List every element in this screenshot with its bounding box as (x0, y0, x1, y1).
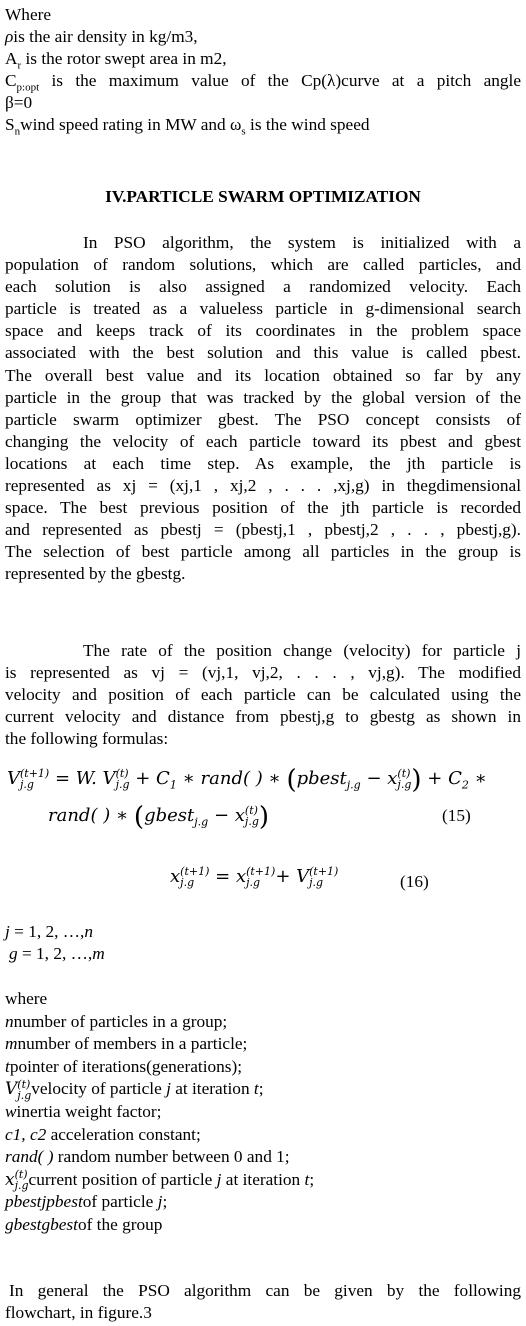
text-line: locations at each time step. As example, the jth particle is (5, 453, 521, 473)
text-line: changing the velocity of each particle toward its pbest and gbest (5, 431, 521, 451)
equation-16-number: (16) (400, 872, 429, 891)
def-c: c1, c2 acceleration constant; (5, 1124, 201, 1144)
index-g: g = 1, 2, …,m (9, 944, 105, 963)
text-line: and represented as pbestj = (pbestj,1 , pbestj,2 , . . , pbestj,g). (5, 520, 521, 540)
text-line: The selection of best particle among all particles in the group is (5, 542, 521, 562)
rho-definition: ρis the air density in kg/m3, (5, 27, 198, 47)
def-w: winertia weight factor; (5, 1101, 162, 1121)
text-line: associated with the best solution and this value is called pbest. (5, 343, 521, 363)
text-line: population of random solutions, which are called particles, and (5, 255, 521, 275)
text-line: In general the PSO algorithm can be given by the following (9, 1281, 521, 1300)
paragraph-closing (5, 1280, 521, 1324)
index-ranges (5, 921, 521, 965)
text-line: velocity and position of each particle can be calculated using the (5, 685, 521, 705)
symbol-definitions (5, 988, 521, 1237)
text-line: current velocity and distance from pbestj,g to gbestg as shown in (5, 707, 521, 727)
text-line: represented as xj = (xj,1 , xj,2 , . . . ,xj,g) in thegdimensional (5, 476, 521, 496)
text-line: space and keeps track of its coordinates in the problem space (5, 321, 521, 341)
text-line: is represented as vj = (vj,1, vj,2, . . . , vj,g). The modified (5, 663, 521, 683)
def-velocity: V (t) j.g velocity of particle j at iteration t; (5, 1077, 264, 1102)
where-block (5, 4, 521, 137)
text-line: The rate of the position change (velocity) for particle j (83, 641, 521, 660)
text-line: space. The best previous position of the jth particle is recorded (5, 498, 521, 518)
def-rand: rand( ) random number between 0 and 1; (5, 1147, 290, 1167)
equation-15-number: (15) (442, 806, 471, 825)
section-title: IV.PARTICLE SWARM OPTIMIZATION (105, 187, 421, 206)
def-position: x (t) j.g current position of particle j at iteration t; (5, 1168, 315, 1193)
text-line: particle swarm optimizer gbest. The PSO concept consists of (5, 409, 521, 429)
text-line: In PSO algorithm, the system is initialized with a (83, 233, 521, 252)
text-line: each solution is also assigned a randomized velocity. Each (5, 277, 521, 297)
def-t: tpointer of iterations(generations); (5, 1056, 243, 1076)
equation-16: x (t+1) j.g = x (t+1) j.g + V (t+1) j.g (170, 865, 339, 889)
equation-15-line1: V (t+1) j.g = W. V (t) j.g + $C_1$ ∗ rand( ) ∗ (pbest$_{j.g}$ − x (t) j.g ) + $C_2$ ∗ (7, 765, 487, 795)
text-line: the following formulas: (5, 729, 169, 749)
cp-definition: $C_{p:opt}$ is the maximum value of the Cp(λ)curve at a pitch angle (5, 71, 522, 94)
where-label: Where (5, 5, 52, 24)
paragraph-pso-intro (5, 232, 521, 586)
def-pbest: pbestjpbestof particle j; (5, 1192, 168, 1212)
text-line: particle in the group that was tracked by the global version of the (5, 387, 521, 407)
index-j: j = 1, 2, …,n (5, 922, 94, 941)
text-line: particle is treated as a valueless particle in g-dimensional search (5, 299, 521, 319)
sn-definition: $S_nwind$ speed rating in MW and $\omega_s$ is the wind speed (5, 115, 370, 138)
text-line: flowchart, in figure.3 (5, 1303, 152, 1323)
text-line: represented by the gbestg. (5, 564, 186, 584)
where-label: where (5, 989, 48, 1008)
text-line: The overall best value and its location obtained so far by any (5, 365, 521, 385)
def-m: mnumber of members in a particle; (5, 1034, 248, 1054)
equation-15-line2: rand( ) ∗ (gbest$_{j.g}$ − x (t) j.g ) (48, 802, 270, 832)
beta-value: β=0 (5, 93, 33, 113)
def-gbest: gbestgbestof the group (5, 1214, 163, 1234)
area-definition: $A_r$ is the rotor swept area in m2, (5, 49, 227, 72)
def-n: nnumber of particles in a group; (5, 1011, 228, 1031)
paragraph-velocity (5, 640, 521, 750)
